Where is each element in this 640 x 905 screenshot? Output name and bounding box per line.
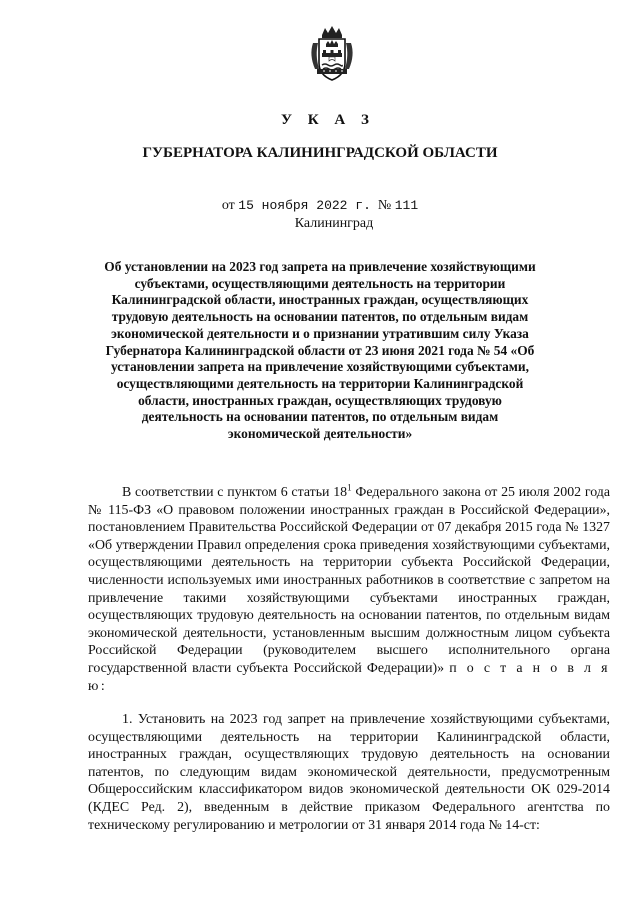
- preamble-text-end: Федерального закона от 25 июля 2002 года № 115-ФЗ «О правовом положении иностранных граждан в Российской Федерации», постановлением Правительства Российской Федерации от 07 декабря 2015 года № 1327 «Об утверждении Правил определения срока приведения хозяйствующими субъектами, осуществляющими деятельность на территории субъекта Российской Федерации, численности используемых ими иностранных работников в соответствие с запретом на привлечение такими хозяйствующими субъектами иностранных граждан, осуществляющих трудовую деятельность на основании патентов, по отдельным видам экономической деятельности, установленным высшим должностным лицом субъекта Российской Федерации (руководителем высшего исполнительного органа государственной власти субъекта Российской Федерации)»: [88, 485, 610, 676]
- item-1-paragraph: 1. Установить на 2023 год запрет на привлечение хозяйствующими субъектами, осуществляющими деятельность на территории Калининградской области, иностранных граждан, осуществляющих трудовую деятельность на основании патентов, по следующим видам экономической деятельности, предусмотренным Общероссийским классификатором видов экономической деятельности ОК 029-2014 (КДЕС Ред. 2), введенным в действие приказом Федерального агентства по техническому регулированию и метрологии от 31 января 2014 года № 14-ст:: [88, 712, 610, 833]
- city-name: Калининград: [294, 216, 374, 231]
- preamble-text-start: В соответствии с пунктом 6 статьи 18: [122, 485, 348, 500]
- number-value: 111: [394, 198, 419, 213]
- date-number-line: [0, 198, 640, 214]
- issuer-title: ГУБЕРНАТОРА КАЛИНИНГРАДСКОЙ ОБЛАСТИ: [142, 145, 498, 161]
- date-prefix: от: [221, 198, 235, 213]
- decree-word: п о с т а н о в л я ю:: [88, 660, 610, 694]
- subject-title: Об установлении на 2023 год запрета на привлечение хозяйствующими субъектами, осуществляющими деятельность на территории Калининградской области, иностранных граждан, осуществляющих трудовую деятельность на основании патентов, по отдельным видам экономической деятельности и о признании утратившим силу Указа Губернатора Калининградской области от 23 июня 2021 года № 54 «Об установлении запрета на привлечение хозяйствующими субъектами, осуществляющими деятельность на территории Калининградской области, иностранных граждан, осуществляющих трудовую деятельность на основании патентов, по отдельным видам экономической деятельности»: [104, 259, 536, 442]
- article-superscript: 1: [347, 482, 352, 493]
- document-type-title: У К А З: [281, 112, 375, 128]
- kaliningrad-coat-of-arms-icon: [309, 25, 355, 83]
- number-sign: №: [377, 198, 392, 213]
- preamble-paragraph: [88, 484, 610, 695]
- date-value: 15 ноября 2022 г.: [238, 198, 371, 213]
